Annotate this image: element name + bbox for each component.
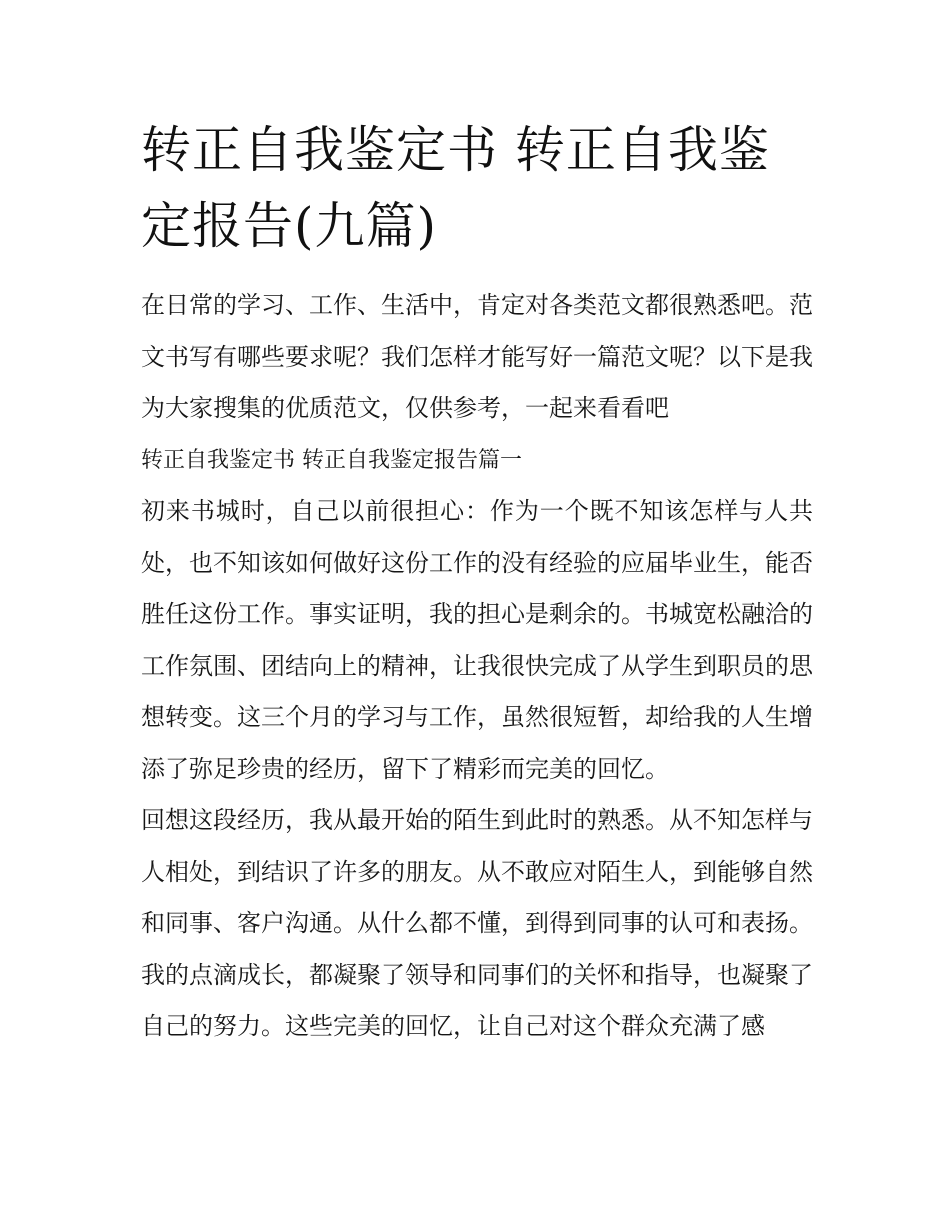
body-paragraph: 初来书城时，自己以前很担心：作为一个既不知该怎样与人共处，也不知该如何做好这份工作的没有经验的应届毕业生，能否胜任这份工作。事实证明，我的担心是剩余的。书城宽松融洽的工作氛围、团结向上的精神，让我很快完成了从学生到职员的思想转变。这三个月的学习与工作，虽然很短暂，却给我的人生增添了弥足珍贵的经历，留下了精彩而完美的回忆。 (141, 497, 813, 783)
document-title: 转正自我鉴定书 转正自我鉴定报告(九篇) (141, 121, 770, 255)
body-paragraph: 回想这段经历，我从最开始的陌生到此时的熟悉。从不知怎样与人相处，到结识了许多的朋友。从不敢应对陌生人，到能够自然和同事、客户沟通。从什么都不懂，到得到同事的认可和表扬。 (141, 806, 813, 937)
intro-paragraph: 在日常的学习、工作、生活中，肯定对各类范文都很熟悉吧。范文书写有哪些要求呢？我们怎样才能写好一篇范文呢？以下是我为大家搜集的优质范文，仅供参考，一起来看看吧 (141, 291, 813, 422)
section-heading: 转正自我鉴定书 转正自我鉴定报告篇一 (141, 447, 522, 473)
document-content (141, 112, 813, 1053)
body-paragraph: 我的点滴成长，都凝聚了领导和同事们的关怀和指导，也凝聚了自己的努力。这些完美的回忆，让自己对这个群众充满了感 (141, 960, 813, 1040)
